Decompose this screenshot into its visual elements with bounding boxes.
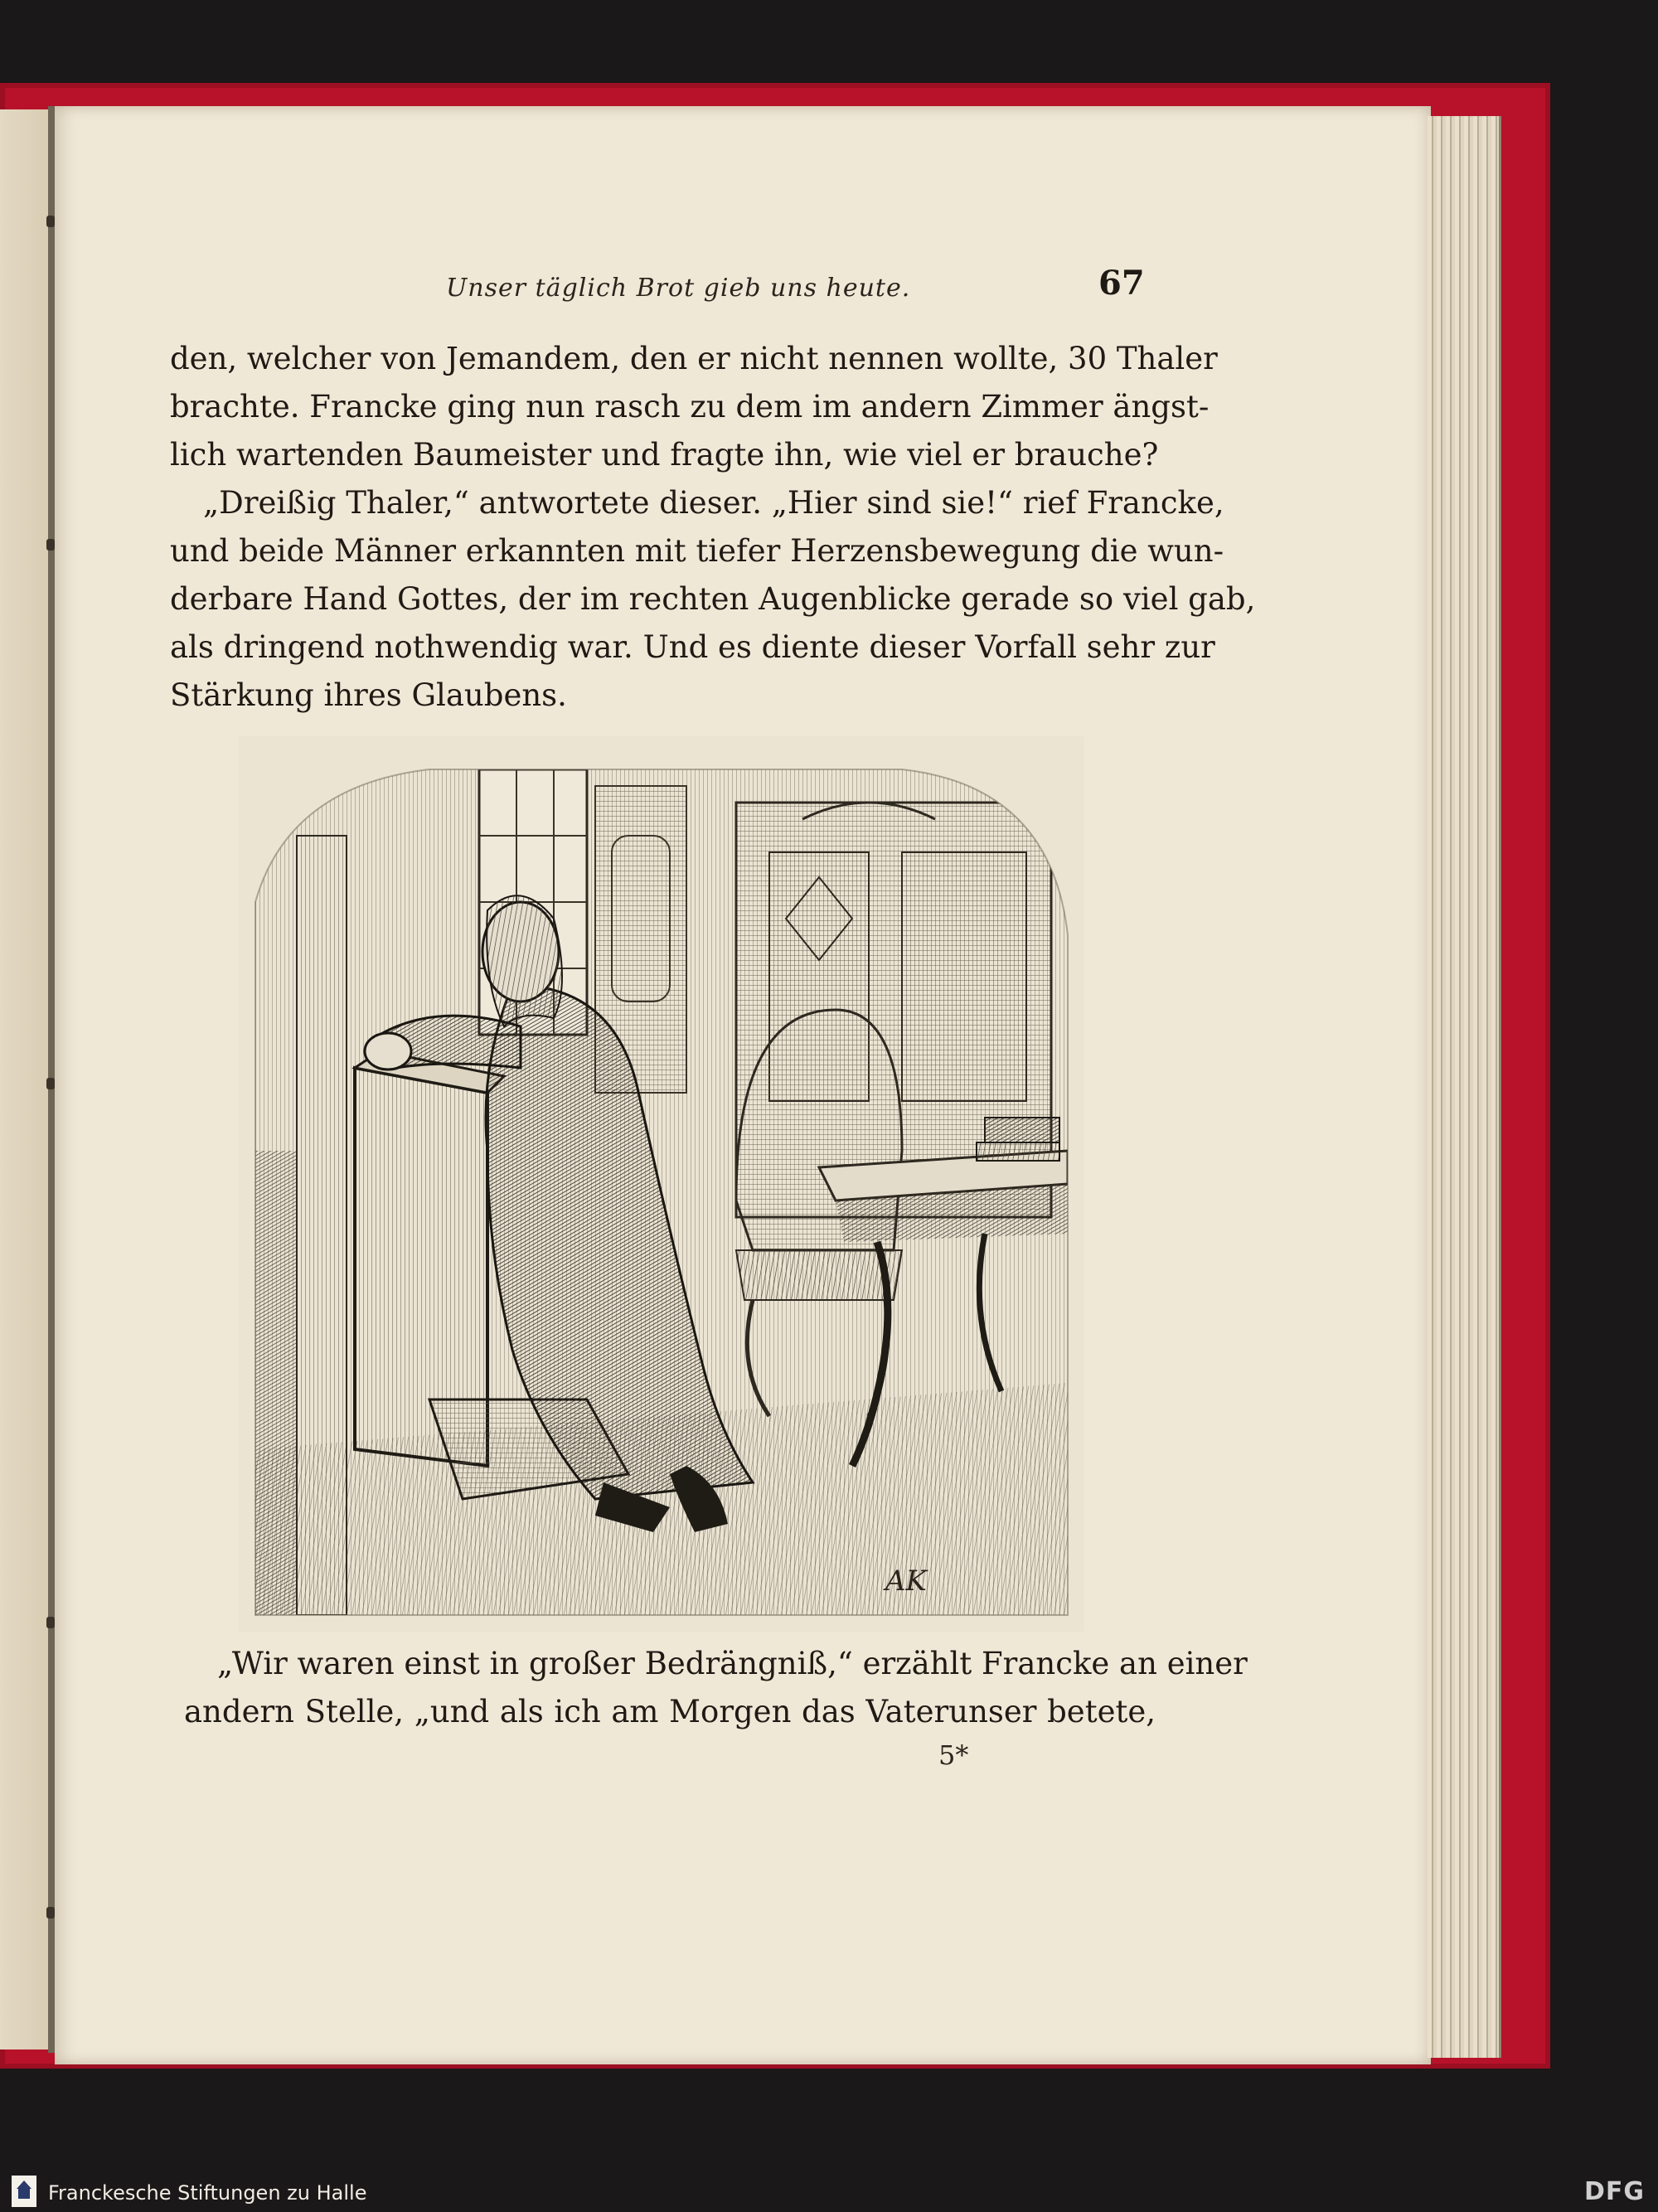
illustration-signature: AK [885,1564,927,1598]
left-page-edge [0,109,51,2049]
footer-institution-link[interactable]: Franckesche Stiftungen zu Halle [48,2181,367,2205]
binding-thread [46,216,55,227]
engraving-illustration [239,736,1084,1632]
binding-thread [46,1078,55,1089]
binding-thread [46,539,55,551]
page-number: 67 [1098,264,1145,303]
text-line: andern Stelle, „und als ich am Morgen das Vaterunser betete, [184,1694,1156,1729]
text-line: den, welcher von Jemandem, den er nicht nennen wollte, 30 Thaler [170,341,1218,376]
text-line: „Dreißig Thaler,“ antwortete dieser. „Hier sind sie!“ rief Francke, [203,485,1224,521]
franckesche-stiftungen-logo-icon[interactable] [12,2176,36,2207]
text-line: „Wir waren einst in großer Bedrängniß,“ erzählt Francke an einer [217,1646,1248,1681]
running-head: Unser täglich Brot gieb uns heute. [446,274,911,303]
text-line: lich wartenden Baumeister und fragte ihn, wie viel er brauche? [170,437,1159,473]
text-line: als dringend nothwendig war. Und es diente dieser Vorfall sehr zur [170,629,1215,665]
page-edges [1428,116,1501,2058]
binding-thread [46,1617,55,1628]
paragraph [184,1640,1248,1736]
text-line: und beide Männer erkannten mit tiefer Herzensbewegung die wun- [170,533,1224,569]
text-line: Stärkung ihres Glaubens. [170,677,567,713]
dfg-logo[interactable]: DFG [1583,2177,1645,2206]
binding-thread [46,1907,55,1919]
paragraph [170,335,1256,720]
signature-mark: 5* [938,1739,969,1771]
text-line: derbare Hand Gottes, der im rechten Augenblicke gerade so viel gab, [170,581,1256,617]
text-line: brachte. Francke ging nun rasch zu dem im andern Zimmer ängst- [170,389,1210,424]
